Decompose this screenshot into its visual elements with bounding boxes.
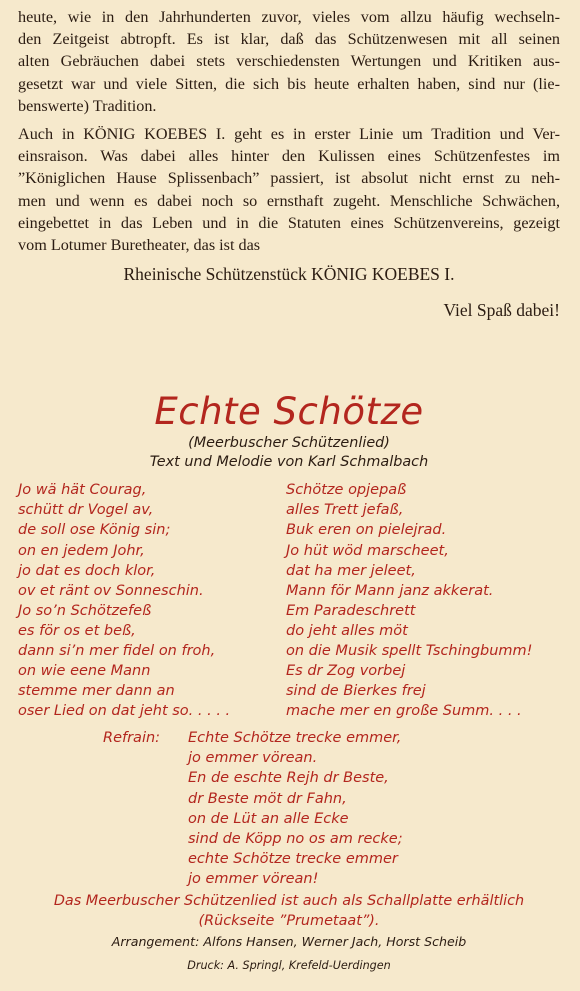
verse-line: Em Paradeschrett: [286, 602, 416, 619]
verse-line: Buk eren on pielejrad.: [286, 522, 447, 539]
verse-line: jo dat es doch klor,: [18, 562, 156, 579]
song-subtitle: (Meerbuscher Schützenlied): [188, 435, 390, 452]
arrangement-credit: Arrangement: Alfons Hansen, Werner Jach, Horst Scheib: [111, 934, 467, 950]
record-note: [18, 892, 560, 931]
refrain-label: Refrain:: [103, 730, 161, 747]
print-credit: Druck: A. Springl, Krefeld-Uerdingen: [187, 959, 391, 973]
verse-line: mache mer en große Summ. . . .: [286, 703, 522, 720]
text-line: alten Gebräuchen dabei stets verschiedensten Wertungen und Kritiken aus-: [18, 52, 560, 71]
verse-line: dann si’n mer fidel on froh,: [18, 642, 216, 659]
verse-line: Es dr Zog vorbej: [286, 663, 406, 680]
verse-line: Jo wä hät Courag,: [18, 482, 147, 499]
verse-line: sind de Bierkes frej: [286, 683, 426, 700]
refrain-line: En de eschte Rejh dr Beste,: [188, 770, 389, 787]
verse-line: Jo hüt wöd marscheet,: [286, 542, 449, 559]
refrain-line: echte Schötze trecke emmer: [188, 850, 398, 867]
song-title: Echte Schötze: [154, 390, 424, 434]
text-line: den Zeitgeist abtropft. Es ist klar, daß das Schützenwesen mit all seinen: [18, 30, 560, 49]
text-line: gesetzt war und viele Sitten, die sich bis heute erhalten haben, sind nur (lie-: [18, 74, 560, 93]
refrain-line: on de Lüt an alle Ecke: [188, 810, 349, 827]
refrain-lines: [188, 728, 403, 889]
record-note-line: (Rückseite ”Prumetaat”).: [198, 912, 380, 929]
text-line: vom Lotumer Buretheater, das ist das: [18, 236, 261, 255]
song-credit: Text und Melodie von Karl Schmalbach: [149, 454, 429, 471]
verse-line: stemme mer dann an: [18, 683, 175, 700]
verse-line: Jo so’n Schötzefeß: [18, 602, 152, 619]
intro-paragraph-1: [18, 6, 560, 117]
text-line: Auch in KÖNIG KOEBES I. geht es in erster Linie um Tradition und Ver-: [18, 125, 560, 144]
refrain-line: jo emmer vörean.: [188, 750, 318, 767]
verse-line: on wie eene Mann: [18, 663, 151, 680]
verse-line: dat ha mer jeleet,: [286, 562, 416, 579]
intro-paragraph-2: [18, 123, 560, 256]
text-line: einsraison. Was dabei alles hinter den Kulissen eines Schützenfestes im: [18, 147, 560, 166]
text-line: heute, wie in den Jahrhunderten zuvor, vieles vom allzu häufig wechseln-: [18, 8, 560, 26]
verse-line: Schötze opjepaß: [286, 482, 407, 499]
closing-line: Viel Spaß dabei!: [443, 300, 560, 321]
verse-line: Mann för Mann janz akkerat.: [286, 582, 494, 599]
verse-line: oser Lied on dat jeht so. . . . .: [18, 703, 231, 720]
verse-left-column: [18, 480, 230, 721]
refrain-line: jo emmer vörean!: [188, 870, 319, 887]
text-line: men und wenn es dabei noch so ernsthaft zugeht. Menschliche Schwächen,: [18, 191, 560, 210]
record-note-line: Das Meerbuscher Schützenlied ist auch als Schallplatte erhältlich: [53, 893, 525, 910]
refrain-line: dr Beste möt dr Fahn,: [188, 790, 347, 807]
text-line: ”Königlichen Hause Splissenbach” passiert, ist absolut nicht ernst zu neh-: [18, 169, 560, 188]
verse-line: schütt dr Vogel av,: [18, 502, 154, 519]
verse-line: on die Musik spellt Tschingbumm!: [286, 642, 533, 659]
refrain-line: sind de Köpp no os am recke;: [188, 830, 403, 847]
feature-line: Rheinische Schützenstück KÖNIG KOEBES I.: [123, 264, 455, 285]
verse-line: de soll ose König sin;: [18, 522, 171, 539]
text-line: benswerte) Tradition.: [18, 96, 157, 115]
text-line: eingebettet in das Leben und in die Statuten eines Schützenvereins, gezeigt: [18, 213, 560, 232]
refrain-line: Echte Schötze trecke emmer,: [188, 730, 402, 747]
verse-line: es för os et beß,: [18, 622, 136, 639]
verse-line: ov et ränt ov Sonneschin.: [18, 582, 204, 599]
verse-line: do jeht alles möt: [286, 622, 408, 639]
refrain: [18, 728, 560, 890]
verse-line: alles Trett jefaß,: [286, 502, 404, 519]
verse-right-column: [286, 480, 533, 721]
verse-line: on en jedem Johr,: [18, 542, 145, 559]
verses: [18, 480, 560, 722]
